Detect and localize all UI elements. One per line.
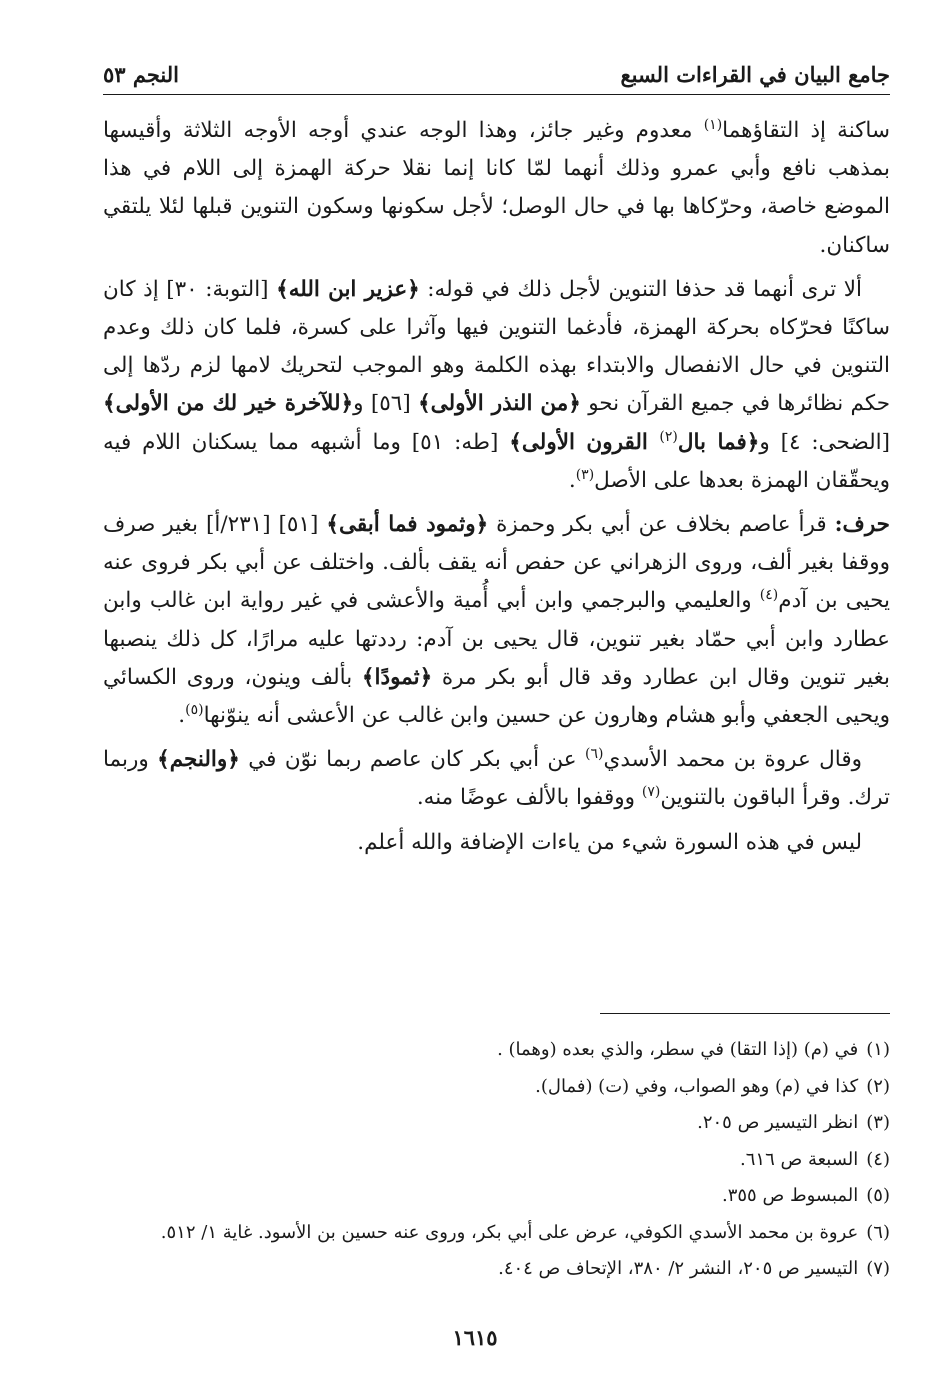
text-run: معدوم وغير جائز، وهذا الوجه عندي أوجه الأوجه الثلاثة وأقيسها بمذهب نافع وأبي عمرو وذلك أنهما لمّا كانا إنما نقلا حركة الهمزة إلى اللام في هذا الموضع خاصة، وحرّكاها بها في حال الوصل؛ لأجل سكونها وسكون التنوين قبلها لئلا يلتقي ساكنان. <box>103 118 890 258</box>
footnote-item <box>103 1032 890 1069</box>
footnote-number: (٥) <box>866 1185 890 1206</box>
footnotes <box>103 1032 890 1288</box>
text-run: والعليمي والبرجمي وابن أبي أُمية والأعشى في غير رواية ابن غالب وابن عطارد وابن أبي حمّاد بغير تنوين، قال يحيى بن آدم: رددتها عليه مرارًا، كل ذلك ينصبها بغير تنوين وقال ابن عطارد وقد قال أبو بكر مرة <box>103 588 890 690</box>
surah-label: النجم ٥٣ <box>103 62 179 87</box>
quran-quote: ﴿للآخرة خير لك من الأولى﴾ <box>103 391 354 417</box>
text-run: . <box>568 467 576 493</box>
book-title: جامع البيان في القراءات السبع <box>620 62 890 87</box>
footnote-item <box>103 1215 890 1252</box>
footnote-divider <box>600 1013 890 1014</box>
footnote-number: (٢) <box>866 1075 890 1097</box>
text-run: [٥١] [٢٣١/أ] بغير صرف ووقفا بغير ألف، وروى الزهراني عن حفص أنه يقف بألف. واختلف عن أبي بكر فروى عنه يحيى بن آدم <box>103 512 890 614</box>
footnote-text: كذا في (م) وهو الصواب، وفي (ت) (فمال). <box>535 1075 859 1097</box>
text-run: وقال عروة بن محمد الأسدي <box>603 747 862 773</box>
footnote-marker: (٢) <box>659 428 678 445</box>
footnote-marker: (١) <box>703 116 723 133</box>
text-run: . <box>178 703 186 729</box>
footnote-text: عروة بن محمد الأسدي الكوفي، عرض على أبي بكر، وروى عنه حسين بن الأسود. غاية ١/ ٥١٢. <box>160 1221 859 1243</box>
footnote-text: التيسير ص ٢٠٥، النشر ٢/ ٣٨٠، الإتحاف ص ٤٠٤. <box>498 1258 859 1279</box>
footnote-item <box>103 1142 890 1179</box>
text-run: بألف وينون، وروى الكسائي ويحيى الجعفي وأبو هشام وهارون عن حسين وابن غالب عن الأعشى أنه ينوّنها <box>103 664 890 729</box>
footnote-number: (٤) <box>866 1148 890 1170</box>
footnote-text: السبعة ص ٦١٦. <box>740 1148 859 1170</box>
running-header <box>103 58 890 95</box>
quran-quote: ﴿عزير ابن الله﴾ <box>276 276 420 302</box>
text-run: ليس في هذه السورة شيء من ياءات الإضافة والله أعلم. <box>357 829 862 855</box>
footnote-text: انظر التيسير ص ٢٠٥. <box>697 1112 859 1133</box>
text-run: ساكنة إذ التقاؤهما <box>722 118 891 143</box>
paragraph <box>103 506 890 735</box>
quran-quote: ﴿والنجم﴾ <box>157 747 240 773</box>
footnote-marker: (٧) <box>641 784 661 801</box>
footnote-marker: (٤) <box>759 587 779 604</box>
footnote-marker: (٣) <box>575 466 595 483</box>
section-keyword: حرف: <box>834 512 890 538</box>
quran-quote: ﴿ثمودًا﴾ <box>361 664 433 690</box>
footnote-item <box>103 1178 890 1215</box>
paragraph <box>103 741 890 817</box>
footnote-marker: (٦) <box>585 746 604 763</box>
paragraph <box>103 112 890 265</box>
quran-quote: ﴿وثمود فما أبقى﴾ <box>326 512 489 538</box>
quran-quote: ﴿فما بال <box>677 429 760 455</box>
text-run: [طه: ٥١] وما أشبهه مما يسكنان اللام فيه ويحقّقان الهمزة بعدها على الأصل <box>103 429 890 493</box>
page-number: ١٦١٥ <box>452 1325 498 1350</box>
footnote-number: (١) <box>866 1039 890 1060</box>
footnote-number: (٣) <box>866 1112 890 1133</box>
text-run: [٥٦] و <box>353 391 419 417</box>
footnote-number: (٦) <box>866 1221 890 1243</box>
text-run: عن أبي بكر كان عاصم ربما نوّن في <box>239 747 586 773</box>
footnote-number: (٧) <box>866 1258 890 1279</box>
text-run: ووقفوا بالألف عوضًا منه. <box>416 785 642 811</box>
footnote-item <box>103 1251 890 1288</box>
quran-quote: ﴿من النذر الأولى﴾ <box>418 391 581 417</box>
footnote-text: في (م) (إذا التقا) في سطر، والذي بعده (وهما) . <box>497 1039 859 1060</box>
quran-quote: القرون الأولى﴾ <box>509 429 660 455</box>
main-text <box>103 112 890 868</box>
footnote-item <box>103 1069 890 1106</box>
text-run: [الضحى: ٤] و <box>759 429 890 455</box>
footnote-text: المبسوط ص ٣٥٥. <box>721 1185 859 1206</box>
text-run: وربما ترك. وقرأ الباقون بالتنوين <box>103 747 890 811</box>
footnote-marker: (٥) <box>185 701 204 718</box>
text-run: [التوبة: ٣٠] إذ كان ساكنًا فحرّكاه بحركة الهمزة، فأدغما التنوين فيها وآثرا على كسرة، فلما كان ذلك وعدم التنوين في حال الانفصال والابتداء بهذه الكلمة وهو الموجب لتحريك لامها لزم ردّها إلى حكم نظائرها في جميع القرآن نحو <box>103 276 891 417</box>
text-run: قرأ عاصم بخلاف عن أبي بكر وحمزة <box>488 512 835 538</box>
text-run: ألا ترى أنهما قد حذفا التنوين لأجل ذلك في قوله: <box>419 276 862 302</box>
footnote-item <box>103 1105 890 1142</box>
paragraph <box>103 271 890 500</box>
paragraph <box>103 824 890 862</box>
